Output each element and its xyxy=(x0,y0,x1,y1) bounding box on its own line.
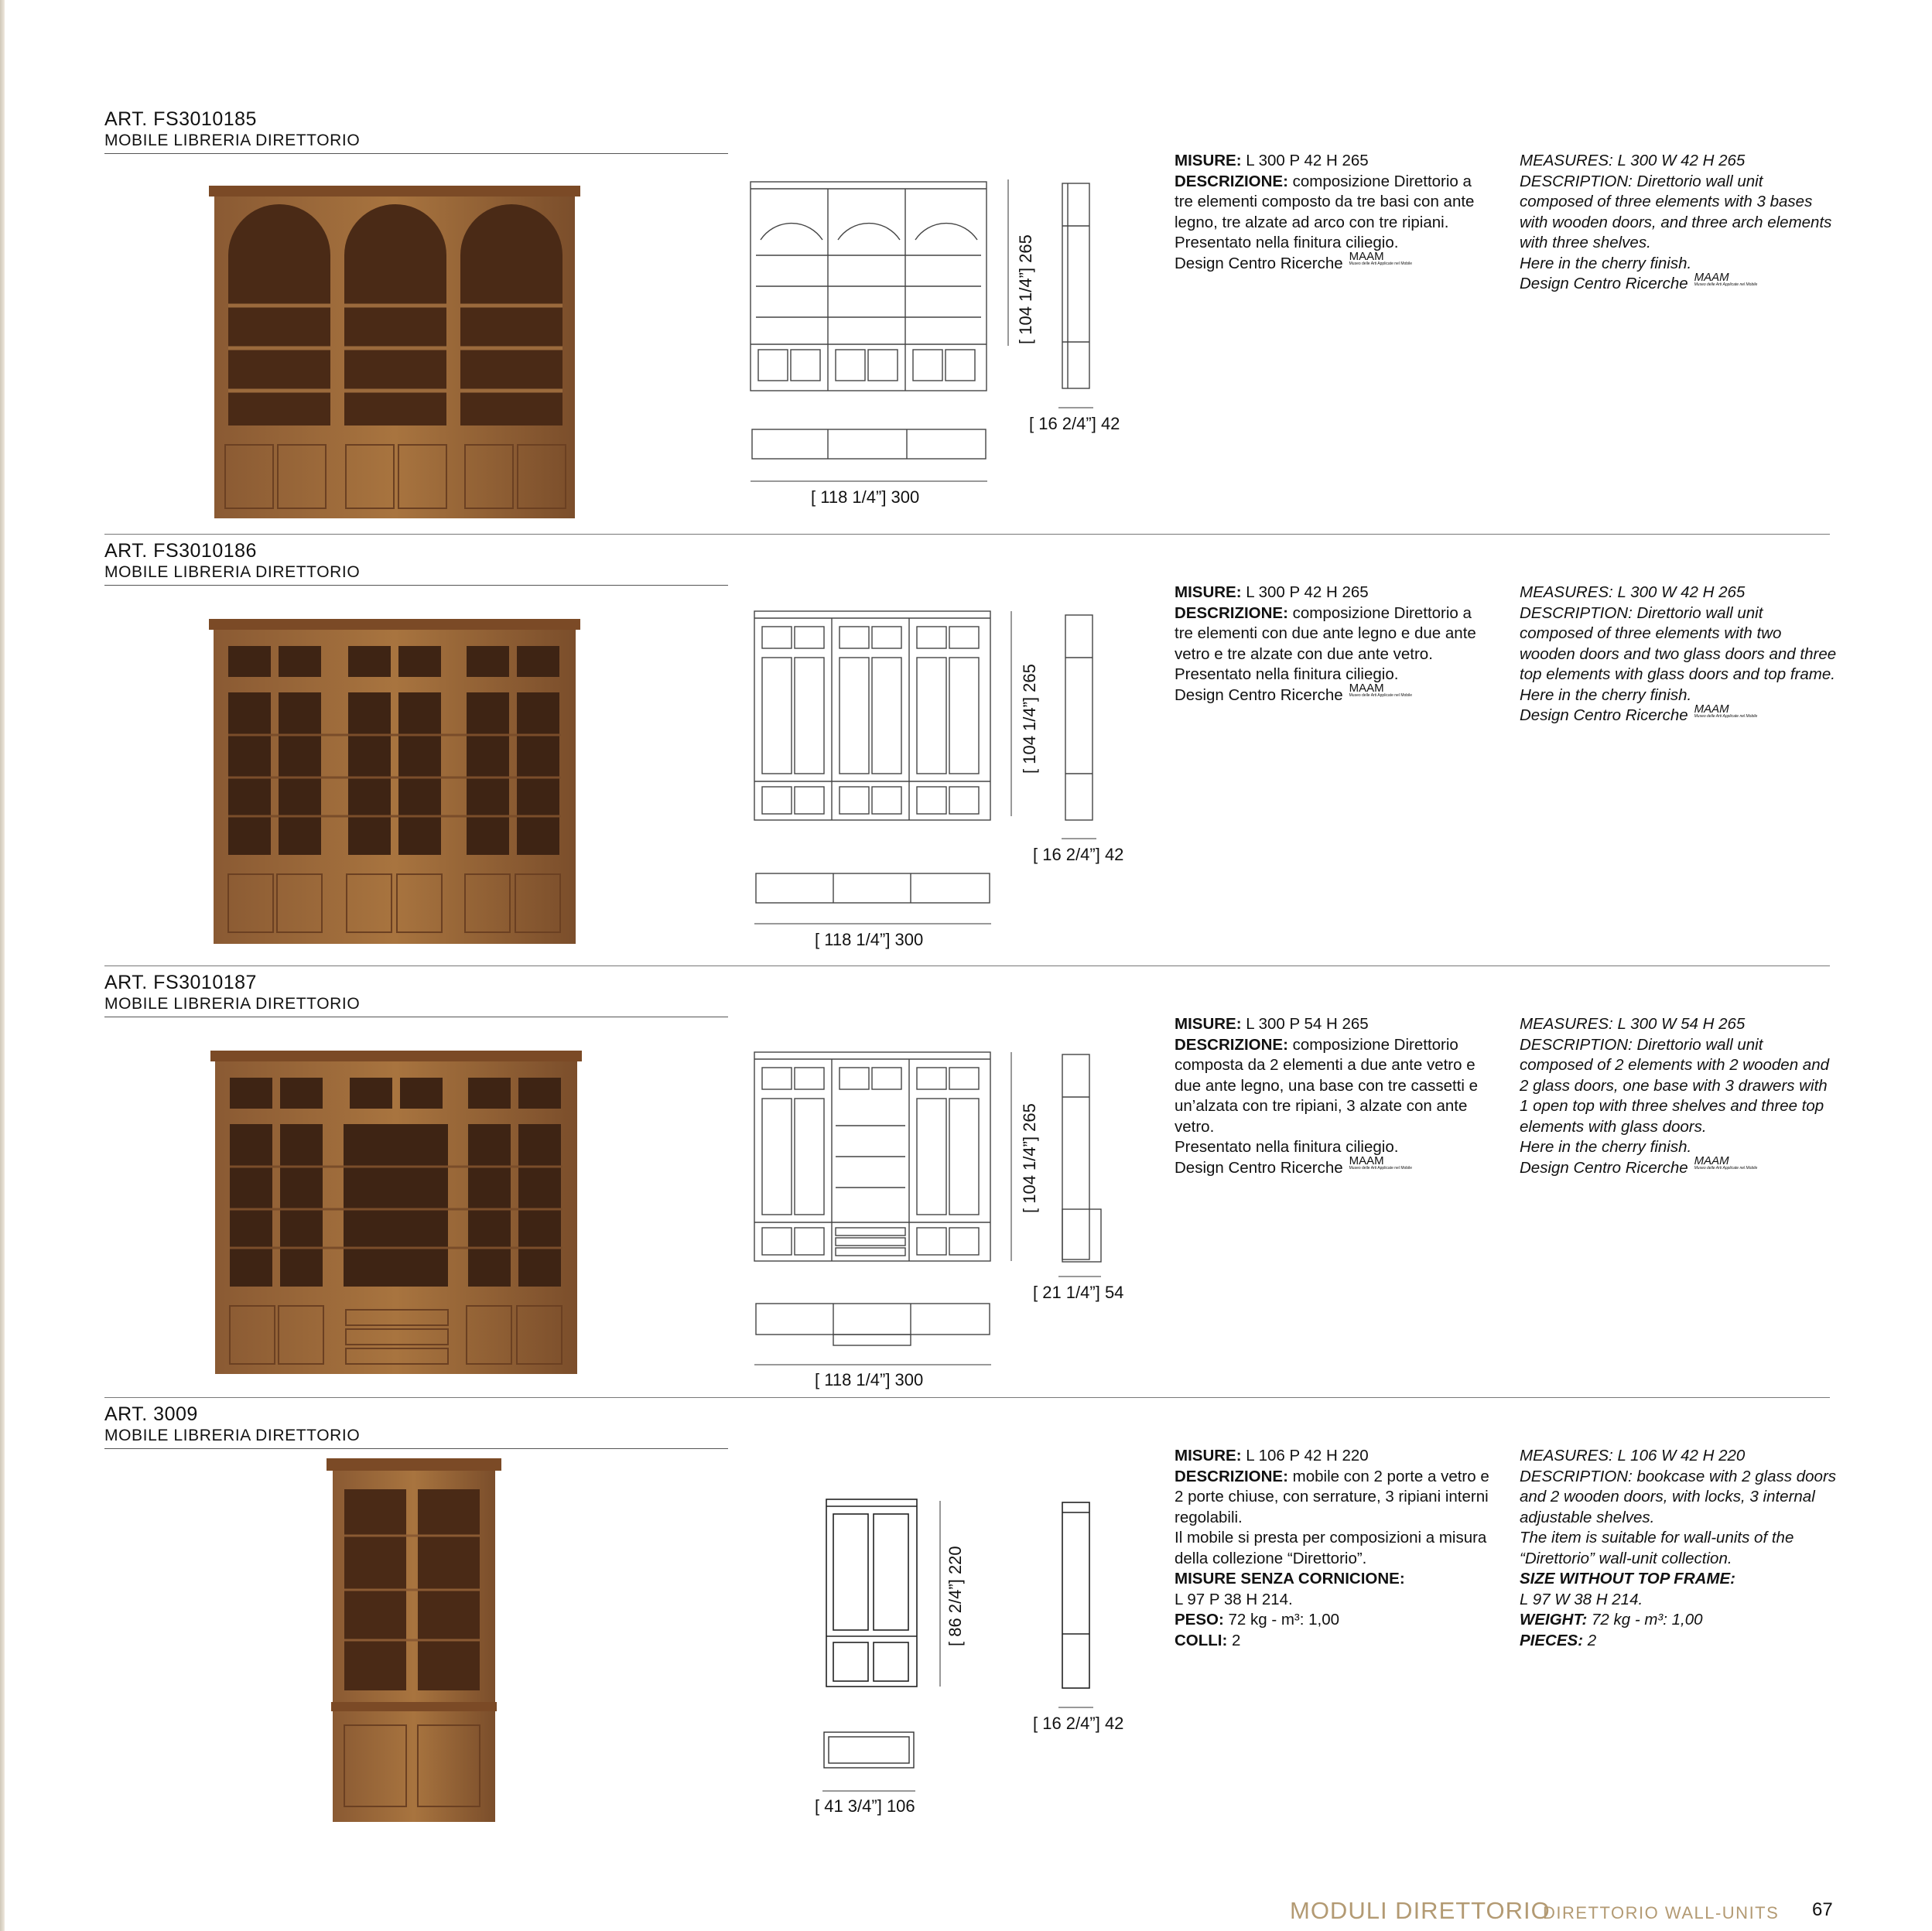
design-credit: Design Centro Ricerche xyxy=(1520,275,1688,292)
height-dimension: [ 104 1/4”] 265 xyxy=(1020,1103,1039,1213)
plan-view-drawing xyxy=(754,872,991,904)
measures-label: MEASURES: xyxy=(1520,1015,1613,1033)
description-label: DESCRIPTION: xyxy=(1520,1035,1633,1054)
title-rule xyxy=(104,1448,728,1449)
height-dimension: [ 86 2/4”] 220 xyxy=(945,1546,965,1646)
description-label: DESCRIZIONE: xyxy=(1175,603,1288,622)
depth-dimension: [ 16 2/4”] 42 xyxy=(1029,414,1120,433)
description-italian xyxy=(1175,151,1492,274)
height-dimension: [ 104 1/4”] 265 xyxy=(1016,234,1035,344)
side-elevation-drawing xyxy=(1058,1499,1093,1692)
measures-value: L 300 W 42 H 265 xyxy=(1612,152,1746,169)
description-label: DESCRIZIONE: xyxy=(1175,1035,1288,1054)
measures-value: L 106 W 42 H 220 xyxy=(1612,1447,1746,1464)
section-divider xyxy=(104,534,1830,535)
article-code: ART. 3009 xyxy=(104,1403,198,1425)
description-english xyxy=(1520,151,1837,295)
description-label: DESCRIPTION: xyxy=(1520,172,1633,190)
width-dimension-line xyxy=(754,1363,991,1366)
height-dimension-line xyxy=(1004,179,1012,346)
description-italian xyxy=(1175,583,1492,706)
measures-label: MISURE: xyxy=(1175,1015,1242,1033)
front-elevation-drawing xyxy=(751,607,994,824)
height-dimension-line xyxy=(1007,611,1015,816)
description-english xyxy=(1520,583,1837,726)
front-elevation-drawing xyxy=(751,1048,994,1265)
pieces-value: 2 xyxy=(1583,1631,1597,1649)
product-photo-single-bookcase xyxy=(325,1458,503,1822)
description-label: DESCRIPTION: xyxy=(1520,1467,1633,1485)
description-text: composizione Direttorio a tre elementi con due ante legno e due ante vetro e tre alzate con due ante vetro. xyxy=(1175,603,1476,663)
measures-value: L 300 P 54 H 265 xyxy=(1241,1015,1369,1033)
side-elevation-drawing xyxy=(1058,1051,1105,1266)
height-dimension-line xyxy=(936,1501,944,1687)
width-dimension: [ 41 3/4”] 106 xyxy=(815,1796,915,1816)
height-dimension-line xyxy=(1007,1052,1015,1261)
side-elevation-drawing xyxy=(1058,179,1093,392)
product-photo-glass-door-bookcase xyxy=(209,619,580,944)
finish-text: Presentato nella finitura ciliegio. xyxy=(1175,234,1399,251)
description-text: Direttorio wall unit composed of three elements with two wooden doors and two glass doors and three top elements with glass doors and top frame. xyxy=(1520,603,1837,683)
measures-value: L 300 P 42 H 265 xyxy=(1241,152,1369,169)
title-rule xyxy=(104,153,728,154)
width-dimension: [ 118 1/4”] 300 xyxy=(815,930,924,949)
description-label: DESCRIZIONE: xyxy=(1175,172,1288,190)
pieces-value: 2 xyxy=(1227,1631,1241,1649)
size-label: SIZE WITHOUT TOP FRAME: xyxy=(1520,1570,1736,1588)
design-credit: Design Centro Ricerche xyxy=(1175,254,1343,272)
description-text: bookcase with 2 glass doors and 2 wooden doors, with locks, 3 internal adjustable shelves. xyxy=(1520,1467,1837,1526)
measures-label: MISURE: xyxy=(1175,583,1242,601)
maam-logo: MAAM Museo delle Arti Applicate nel Mobile xyxy=(1694,1154,1758,1171)
depth-dimension: [ 21 1/4”] 54 xyxy=(1033,1283,1124,1302)
measures-value: L 106 P 42 H 220 xyxy=(1241,1447,1369,1464)
size-label: MISURE SENZA CORNICIONE: xyxy=(1175,1570,1405,1588)
description-text: composizione Direttorio composta da 2 elementi a due ante vetro e due ante legno, una base con tre cassetti e un’alzata con tre ripiani, 3 alzate con ante vetro. xyxy=(1175,1035,1479,1136)
product-photo-arch-bookcase xyxy=(205,186,584,518)
article-subtitle: MOBILE LIBRERIA DIRETTORIO xyxy=(104,995,361,1013)
plan-view-drawing xyxy=(822,1731,915,1769)
measures-label: MISURE: xyxy=(1175,152,1242,169)
page-number: 67 xyxy=(1812,1899,1833,1920)
page-spine-shadow xyxy=(0,0,5,1931)
design-credit: Design Centro Ricerche xyxy=(1175,1158,1343,1177)
pieces-label: PIECES: xyxy=(1520,1631,1584,1649)
weight-value: 72 kg - m³: 1,00 xyxy=(1223,1611,1340,1629)
finish-text: Presentato nella finitura ciliegio. xyxy=(1175,1138,1399,1156)
maam-logo: MAAM Museo delle Arti Applicate nel Mobile xyxy=(1694,702,1758,719)
measures-value: L 300 P 42 H 265 xyxy=(1241,583,1369,601)
finish-text: Here in the cherry finish. xyxy=(1520,254,1692,272)
description-text: mobile con 2 porte a vetro e 2 porte chiuse, con serrature, 3 ripiani interni regolabili. xyxy=(1175,1467,1489,1526)
width-dimension-line xyxy=(751,480,987,483)
weight-value: 72 kg - m³: 1,00 xyxy=(1587,1611,1703,1629)
maam-logo: MAAM Museo delle Arti Applicate nel Mobile xyxy=(1349,250,1413,267)
design-credit: Design Centro Ricerche xyxy=(1175,685,1343,704)
article-subtitle: MOBILE LIBRERIA DIRETTORIO xyxy=(104,132,361,149)
depth-dimension-line xyxy=(1058,1275,1101,1278)
description-text: Direttorio wall unit composed of three elements with 3 bases with wooden doors, and three arch elements with three shelves. xyxy=(1520,172,1832,251)
description-italian xyxy=(1175,1446,1492,1651)
design-credit: Design Centro Ricerche xyxy=(1520,706,1688,724)
article-code: ART. FS3010185 xyxy=(104,108,257,130)
product-photo-mixed-bookcase xyxy=(210,1051,582,1374)
title-rule xyxy=(104,585,728,586)
depth-dimension: [ 16 2/4”] 42 xyxy=(1033,1714,1124,1733)
measures-label: MEASURES: xyxy=(1520,1447,1613,1464)
article-code: ART. FS3010186 xyxy=(104,540,257,562)
pieces-label: COLLI: xyxy=(1175,1631,1228,1649)
plan-view-drawing xyxy=(754,1302,991,1347)
finish-text: Here in the cherry finish. xyxy=(1520,1138,1692,1156)
width-dimension: [ 118 1/4”] 300 xyxy=(811,487,920,507)
footer-title: MODULI DIRETTORIO xyxy=(1290,1897,1551,1924)
side-elevation-drawing xyxy=(1062,611,1096,824)
front-elevation-drawing xyxy=(824,1497,921,1690)
width-dimension-line xyxy=(822,1789,915,1793)
description-english xyxy=(1520,1446,1837,1651)
description-label: DESCRIZIONE: xyxy=(1175,1467,1288,1485)
note-text: Il mobile si presta per composizioni a misura della collezione “Direttorio”. xyxy=(1175,1529,1487,1567)
article-subtitle: MOBILE LIBRERIA DIRETTORIO xyxy=(104,563,361,581)
finish-text: Presentato nella finitura ciliegio. xyxy=(1175,665,1399,683)
description-text: Direttorio wall unit composed of 2 elements with 2 wooden and 2 glass doors, one base with 3 drawers with 1 open top with three shelves and three top elements with glass doors. xyxy=(1520,1035,1830,1136)
measures-label: MEASURES: xyxy=(1520,583,1613,601)
size-value: L 97 P 38 H 214. xyxy=(1175,1590,1293,1608)
footer-subtitle: DIRETTORIO WALL-UNITS xyxy=(1543,1903,1780,1922)
description-label: DESCRIPTION: xyxy=(1520,603,1633,622)
measures-value: L 300 W 54 H 265 xyxy=(1612,1015,1746,1033)
depth-dimension-line xyxy=(1058,406,1093,409)
design-credit: Design Centro Ricerche xyxy=(1520,1158,1688,1177)
section-divider xyxy=(104,1397,1830,1398)
depth-dimension-line xyxy=(1058,1706,1093,1709)
height-dimension: [ 104 1/4”] 265 xyxy=(1020,664,1039,774)
article-code: ART. FS3010187 xyxy=(104,972,257,993)
front-elevation-drawing xyxy=(747,178,994,395)
finish-text: Here in the cherry finish. xyxy=(1520,685,1692,704)
maam-logo: MAAM Museo delle Arti Applicate nel Mobile xyxy=(1349,682,1413,699)
maam-logo: MAAM Museo delle Arti Applicate nel Mobile xyxy=(1349,1154,1413,1171)
plan-view-drawing xyxy=(751,428,987,460)
depth-dimension: [ 16 2/4”] 42 xyxy=(1033,845,1124,864)
description-italian xyxy=(1175,1014,1492,1178)
measures-label: MISURE: xyxy=(1175,1447,1242,1464)
weight-label: PESO: xyxy=(1175,1611,1224,1629)
width-dimension: [ 118 1/4”] 300 xyxy=(815,1370,924,1389)
measures-label: MEASURES: xyxy=(1520,152,1613,169)
depth-dimension-line xyxy=(1062,837,1096,840)
article-subtitle: MOBILE LIBRERIA DIRETTORIO xyxy=(104,1427,361,1444)
width-dimension-line xyxy=(754,922,991,925)
description-text: composizione Direttorio a tre elementi composto da tre basi con ante legno, tre alzate ad arco con tre ripiani. xyxy=(1175,172,1475,231)
measures-value: L 300 W 42 H 265 xyxy=(1612,583,1746,601)
note-text: The item is suitable for wall-units of the “Direttorio” wall-unit collection. xyxy=(1520,1529,1794,1567)
maam-logo: MAAM Museo delle Arti Applicate nel Mobile xyxy=(1694,270,1758,287)
size-value: L 97 W 38 H 214. xyxy=(1520,1590,1643,1608)
weight-label: WEIGHT: xyxy=(1520,1611,1588,1629)
description-english xyxy=(1520,1014,1837,1178)
